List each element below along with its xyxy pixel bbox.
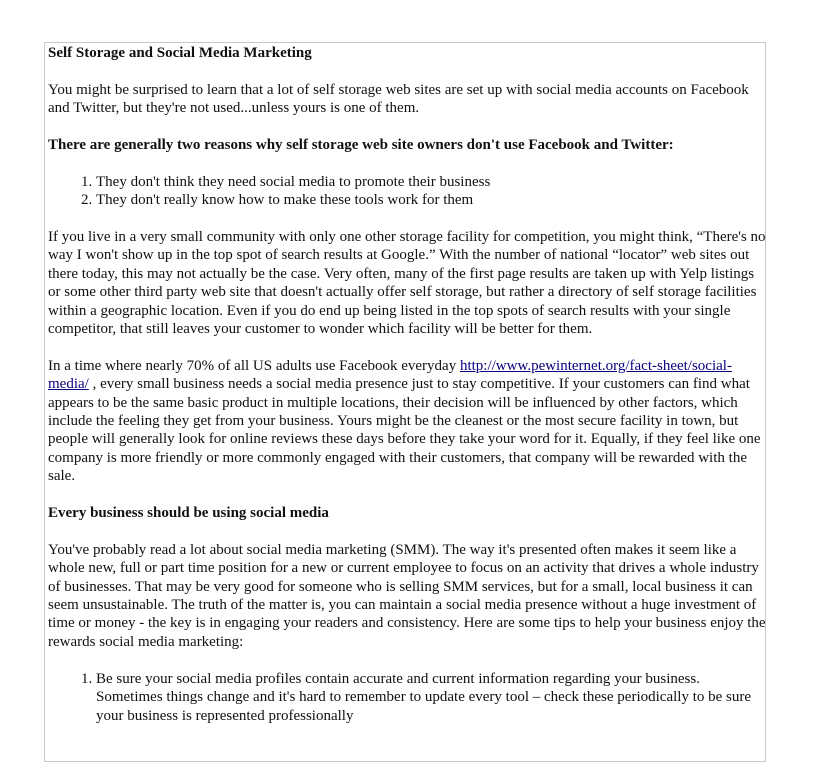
facebook-paragraph-text-continued: , every small business needs a social media presence just to stay competitive. If your customers can find what appears to be the same basic product in multiple locations, their decision will be influenced by other factors, which include the feeling they get from your business. Yours might be the cleanest or the most secure facility in town, but people will generally look for online reviews these days before they take your word for it. Equally, if they feel like one company is more friendly or more commonly engaged with their customers, that company will be rewarded with the sale. [48, 376, 761, 485]
intro-paragraph: You might be surprised to learn that a lot of self storage web sites are set up with social media accounts on Facebook and Twitter, but they're not used...unless yours is one of them. [48, 81, 749, 117]
pew-research-link[interactable]: http://www.pewinternet.org/fact-sheet/social-media/ [48, 357, 732, 393]
tips-list [48, 670, 768, 725]
list-item: 2. They don't really know how to make these tools work for them [96, 191, 768, 209]
facebook-paragraph [48, 357, 768, 486]
list-item: 1. Be sure your social media profiles contain accurate and current information regarding your business. Sometimes things change and it's hard to remember to update every tool – check these periodically to be sure your business is represented professionally [96, 670, 768, 725]
document-title: Self Storage and Social Media Marketing [48, 45, 312, 61]
list-item: 1. They don't think they need social media to promote their business [96, 173, 768, 191]
reasons-heading: There are generally two reasons why self storage web site owners don't use Facebook and Twitter: [48, 137, 674, 153]
smm-paragraph: You've probably read a lot about social media marketing (SMM). The way it's presented often makes it seem like a whole new, full or part time position for a new or current employee to focus on an activity that drives a whole industry of businesses. That may be very good for someone who is selling SMM services, but for a small, local business it can seem unsustainable. The truth of the matter is, you can maintain a social media presence without a huge investment of time or money - the key is in engaging your readers and consistency. Here are some tips to help your business enjoy the rewards social media marketing: [48, 541, 766, 650]
every-business-heading: Every business should be using social media [48, 505, 329, 522]
reasons-list [48, 173, 768, 210]
document-body [48, 44, 768, 743]
small-community-paragraph: If you live in a very small community with only one other storage facility for competition, you might think, “There's no way I won't show up in the top spot of search results at Google.” With the number of national “locator” web sites out there today, this may not actually be the case. Very often, many of the first page results are taken up with Yelp listings or some other third party web site that doesn't actually offer self storage, but rather a directory of self storage facilities within a geographic location. Even if you do end up being listed in the top spots of search results with your single competitor, that still leaves your customer to wonder which facility will be better for them. [48, 229, 766, 338]
facebook-paragraph-text: In a time where nearly 70% of all US adults use Facebook everyday [48, 357, 460, 374]
